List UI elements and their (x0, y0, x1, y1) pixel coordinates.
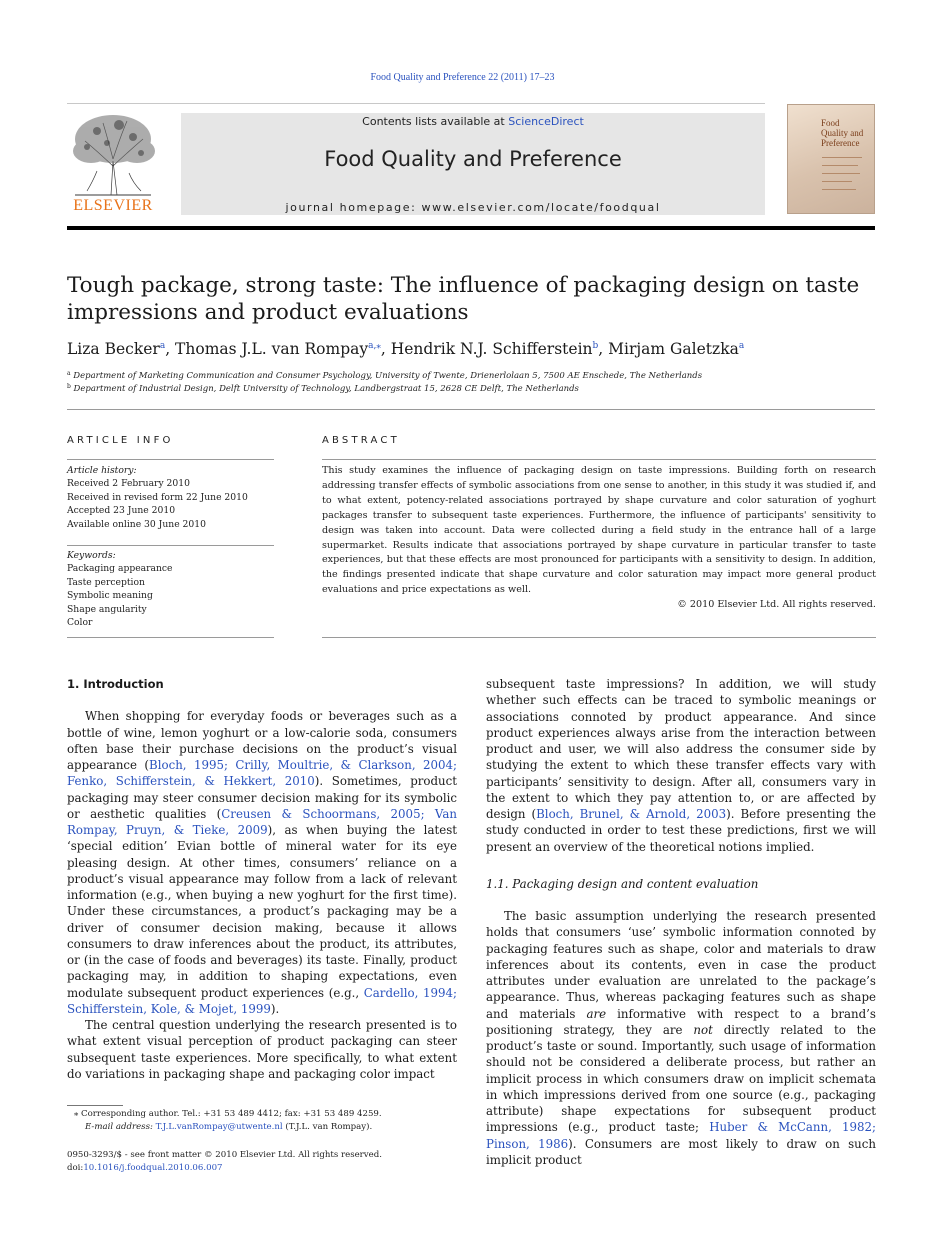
article-info-heading: ARTICLE INFO (67, 435, 174, 446)
history-label: Article history: (67, 465, 137, 476)
paragraph-text: ). Consumers are most likely to draw on such implicit product (486, 1136, 876, 1167)
paragraph-text: subsequent taste impressions? In addition, we will study whether such effects can be traced to symbolic meanings or associations connoted by product appearance. And since product experiences always arise from the interaction between product and user, we will also address the consumer side by studying the extent to which these transfer effects vary with participants’ sensitivity to design. After all, consumers vary in the extent to which they pay attention to, or are affected by design ( (486, 677, 876, 821)
cover-title-line-1: Food (821, 118, 840, 128)
citation-link[interactable]: Bloch, 1995; Crilly, Moultrie, & Clarkson, 2004; Fenko, Schifferstein, & Hekkert, 2010 (67, 758, 457, 789)
emphasis-text: are (586, 1006, 607, 1021)
header-rule (67, 226, 875, 230)
keyword: Symbolic meaning (67, 590, 153, 602)
email-suffix: (T.J.L. van Rompay). (285, 1122, 373, 1133)
journal-homepage[interactable]: journal homepage: www.elsevier.com/locate/foodqual (285, 201, 661, 214)
affiliation-text: Department of Industrial Design, Delft University of Technology, Landbergstraat 15, 2628 CE Delft, The Netherlands (73, 384, 579, 394)
email-link[interactable]: T.J.L.vanRompay@utwente.nl (155, 1122, 283, 1133)
contents-line (181, 115, 765, 128)
cover-title-line-2: Quality and (821, 128, 864, 138)
section-heading: 1. Introduction (67, 677, 164, 691)
cover-line (822, 189, 856, 190)
cover-line (822, 165, 858, 166)
keywords-rule (67, 545, 274, 546)
abstract-rule (322, 459, 876, 460)
cover-line (822, 157, 862, 158)
journal-title: Food Quality and Preference (324, 147, 622, 171)
paragraph (67, 708, 457, 1017)
article-title: Tough package, strong taste: The influence of packaging design on taste impressions and product evaluations (67, 273, 860, 325)
paragraph-text: ). Before presenting the study conducted in order to test these predictions, first we will present an overview of the theoretical notions implied. (486, 807, 876, 854)
author-name[interactable]: Thomas J.L. van Rompay (175, 340, 369, 358)
doi-prefix: doi: (67, 1163, 84, 1174)
history-entry: Received in revised form 22 June 2010 (67, 491, 248, 503)
tree-icon (67, 111, 159, 197)
keyword: Color (67, 617, 93, 629)
article-history (67, 464, 274, 531)
abstract-heading: ABSTRACT (322, 435, 400, 446)
paragraph-text: ). (270, 1001, 280, 1016)
cover-title-line-3: Preference (821, 138, 860, 148)
paragraph-text: When shopping for everyday foods or beverages such as a bottle of wine, lemon yoghurt or a low-calorie soda, consumers often base their purchase decisions on the product’s visual appearance ( (67, 709, 457, 772)
sciencedirect-link[interactable]: ScienceDirect (508, 115, 584, 128)
abstract-copyright: © 2010 Elsevier Ltd. All rights reserved. (677, 599, 876, 611)
abstract-text: This study examines the influence of packaging design on taste impressions. Building forth on research addressing transfer effects of symbolic associations from one sense to another, in this study it was studied if, and to what extent, potency-related associations portrayed by shape curvature and color saturation of yoghurt packages transfer to subsequent taste experiences. Furthermore, the influence of participants' sensitivity to design was taken into account. Data were collected during a field study in the entrance hall of a large supermarket. Results indicate that associations portrayed by shape curvature in particular transfer to taste experiences, but that these effects are most pronounced for participants with a sensitivity to design. In addition, the findings presented indicate that shape curvature and color saturation may impact more general product evaluations and price expectations as well. (322, 465, 876, 596)
email-label: E-mail address: (85, 1122, 153, 1133)
corresponding-footnote (74, 1108, 464, 1135)
journal-cover (787, 104, 875, 214)
elsevier-logo (67, 111, 159, 215)
front-matter-text: 0950-3293/$ - see front matter © 2010 Elsevier Ltd. All rights reserved. (67, 1150, 382, 1160)
history-entry: Available online 30 June 2010 (67, 518, 206, 530)
paragraph: The central question underlying the research presented is to what extent visual perception of product packaging can steer subsequent taste experiences. More specifically, to what extent do variations in packaging shape and packaging color impact (67, 1018, 457, 1081)
title-divider (67, 409, 875, 410)
paragraph (486, 676, 876, 855)
journal-citation[interactable]: Food Quality and Preference 22 (2011) 17–23 (370, 72, 555, 83)
affiliation-mark: a (67, 370, 71, 377)
keywords (67, 549, 274, 629)
author-name[interactable]: Mirjam Galetzka (608, 340, 739, 358)
abstract-body (322, 464, 876, 613)
author-affil-mark[interactable]: a,⁎ (368, 341, 381, 351)
citation-link[interactable]: Bloch, Brunel, & Arnold, 2003 (536, 807, 727, 821)
footnote-rule (67, 1105, 123, 1106)
affiliation (67, 370, 875, 381)
emphasis-text: not (693, 1022, 713, 1037)
abstract-bottom-rule (322, 637, 876, 638)
keyword: Packaging appearance (67, 563, 173, 575)
author-affil-mark[interactable]: b (592, 341, 599, 351)
author-name[interactable]: Liza Becker (67, 340, 160, 358)
front-matter (67, 1149, 467, 1176)
header-divider (67, 103, 765, 104)
author-affil-mark[interactable]: a (159, 341, 166, 351)
history-entry: Accepted 23 June 2010 (67, 505, 176, 517)
keyword: Shape angularity (67, 603, 147, 615)
paragraph (486, 908, 876, 1168)
citation-link[interactable]: Creusen & Schoormans, 2005; Van Rompay, Pruyn, & Tieke, 2009 (67, 806, 457, 837)
cover-title (821, 118, 863, 148)
cover-line (822, 181, 852, 182)
author-name[interactable]: Hendrik N.J. Schifferstein (390, 340, 593, 358)
keywords-label: Keywords: (67, 550, 116, 561)
citation-link[interactable]: Huber & McCann, 1982; Pinson, 1986 (486, 1120, 876, 1151)
citation-link[interactable]: Cardello, 1994; Schifferstein, Kole, & Mojet, 1999 (67, 985, 457, 1016)
body-left-column (67, 676, 457, 1082)
corresponding-author: ⁎ Corresponding author. Tel.: +31 53 489 4412; fax: +31 53 489 4259. (74, 1109, 382, 1119)
cover-line (822, 173, 860, 174)
affiliation-mark: b (67, 383, 71, 390)
doi-link[interactable]: 10.1016/j.foodqual.2010.06.007 (83, 1163, 223, 1174)
author-list: Liza Becker$^a$, Thomas J.L. van Rompay$^{a,⁎}$, Hendrik N.J. Schifferstein$^b$, Mirjam Galetzka$^a$ (67, 340, 745, 358)
article-info-rule (67, 459, 274, 460)
email-line (74, 1121, 464, 1134)
subsection-heading: 1.1. Packaging design and content evaluation (486, 876, 759, 891)
paragraph-text: directly related to the product’s taste or sound. Importantly, such usage of information should not be considered a deliberate process, but rather an implicit process in which consumers draw on implicit schemata in which impressions derived from one source (e.g., packaging attribute) shape expectations for subsequent product impressions (e.g., product taste; (486, 1022, 877, 1135)
contents-prefix: Contents lists available at (362, 115, 509, 128)
paragraph-text: The basic assumption underlying the research presented holds that consumers ‘use’ symbolic information connoted by packaging features such as shape, color and materials to draw inferences about its contents, even in case the product attributes under evaluation are unrelated to the package’s appearance. Thus, whereas packaging features such as shape and materials (486, 909, 876, 1021)
doi-line (67, 1162, 467, 1175)
keyword: Taste perception (67, 576, 145, 588)
body-right-column (486, 676, 876, 1168)
affiliation (67, 383, 875, 394)
paragraph-text: informative with respect to a brand’s positioning strategy, they are (486, 1006, 876, 1037)
article-info-bottom-rule (67, 637, 274, 638)
journal-banner (181, 113, 765, 215)
affiliation-text: Department of Marketing Communication and Consumer Psychology, University of Twente, Drienerlolaan 5, 7500 AE Enschede, The Netherlands (73, 371, 703, 381)
author-affil-mark[interactable]: a (738, 341, 745, 351)
paragraph-text: ), as when buying the latest ‘special edition’ Evian bottle of mineral water for its eye pleasing design. At other times, consumers’ reliance on a product’s visual appearance may follow from a lack of relevant information (e.g., when buying a new yoghurt for the first time). Under these circumstances, a product’s packaging may be a driver of consumer decision making, because it allows consumers to draw inferences about the product, its attributes, or (in the case of foods and beverages) its taste. Finally, product packaging may, in addition to shaping expectations, even modulate subsequent product experiences (e.g., (67, 823, 457, 1000)
publisher-name: ELSEVIER (73, 197, 153, 214)
paragraph-text: ). Sometimes, product packaging may steer consumer decision making for its symbolic or aesthetic qualities ( (67, 774, 458, 821)
history-entry: Received 2 February 2010 (67, 478, 190, 490)
